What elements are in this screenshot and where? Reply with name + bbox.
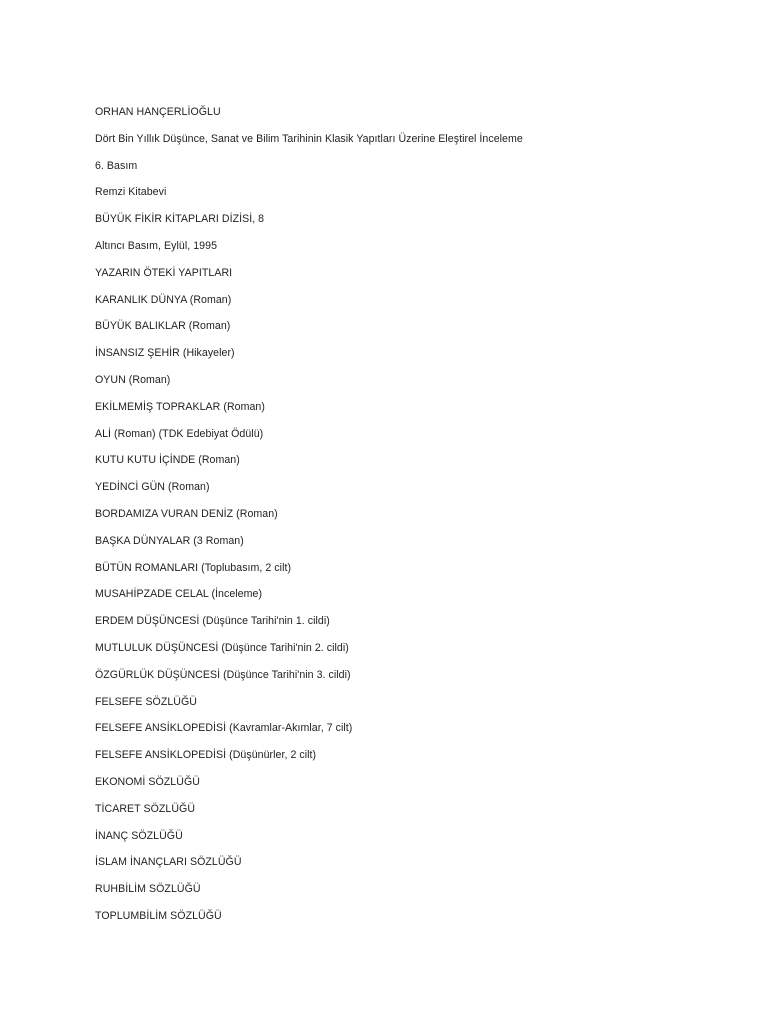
- work-item: BORDAMIZA VURAN DENİZ (Roman): [95, 507, 278, 520]
- work-item: ALİ (Roman) (TDK Edebiyat Ödülü): [95, 427, 264, 440]
- work-item: BÜTÜN ROMANLARI (Toplubasım, 2 cilt): [95, 561, 292, 574]
- work-item: YEDİNCİ GÜN (Roman): [95, 481, 210, 494]
- work-item: EKONOMİ SÖZLÜĞÜ: [95, 775, 200, 788]
- work-item: KARANLIK DÜNYA (Roman): [95, 293, 232, 306]
- work-item: İNANÇ SÖZLÜĞÜ: [95, 829, 183, 842]
- work-item: RUHBİLİM SÖZLÜĞÜ: [95, 883, 201, 896]
- publisher: Remzi Kitabevi: [95, 186, 167, 199]
- edition-date: Altıncı Basım, Eylül, 1995: [95, 239, 218, 252]
- series: BÜYÜK FİKİR KİTAPLARI DİZİSİ, 8: [95, 213, 265, 226]
- work-item: EKİLMEMİŞ TOPRAKLAR (Roman): [95, 400, 265, 413]
- work-item: FELSEFE SÖZLÜĞÜ: [95, 695, 198, 708]
- work-item: BÜYÜK BALIKLAR (Roman): [95, 320, 231, 333]
- work-item: BAŞKA DÜNYALAR (3 Roman): [95, 534, 244, 547]
- author-name: ORHAN HANÇERLİOĞLU: [95, 106, 221, 118]
- work-item: TİCARET SÖZLÜĞÜ: [95, 802, 196, 815]
- work-item: MUSAHİPZADE CELAL (İnceleme): [95, 588, 263, 601]
- edition: 6. Basım: [95, 159, 138, 172]
- work-item: FELSEFE ANSİKLOPEDİSİ (Kavramlar-Akımlar, 7 cilt): [95, 722, 353, 735]
- work-item: İNSANSIZ ŞEHİR (Hikayeler): [95, 347, 235, 360]
- work-item: TOPLUMBİLİM SÖZLÜĞÜ: [95, 909, 222, 922]
- book-subtitle: Dört Bin Yıllık Düşünce, Sanat ve Bilim Tarihinin Klasik Yapıtları Üzerine Eleştirel İnceleme: [95, 132, 523, 145]
- work-item: FELSEFE ANSİKLOPEDİSİ (Düşünürler, 2 cilt): [95, 749, 317, 762]
- text-lines: [95, 104, 523, 935]
- work-item: ERDEM DÜŞÜNCESİ (Düşünce Tarihi'nin 1. cildi): [95, 615, 330, 628]
- work-item: KUTU KUTU İÇİNDE (Roman): [95, 454, 240, 467]
- work-item: OYUN (Roman): [95, 373, 171, 386]
- work-item: İSLAM İNANÇLARI SÖZLÜĞÜ: [95, 856, 242, 869]
- work-item: MUTLULUK DÜŞÜNCESİ (Düşünce Tarihi'nin 2. cildi): [95, 641, 349, 654]
- other-works-heading: YAZARIN ÖTEKİ YAPITLARI: [95, 266, 233, 279]
- work-item: ÖZGÜRLÜK DÜŞÜNCESİ (Düşünce Tarihi'nin 3. cildi): [95, 668, 351, 681]
